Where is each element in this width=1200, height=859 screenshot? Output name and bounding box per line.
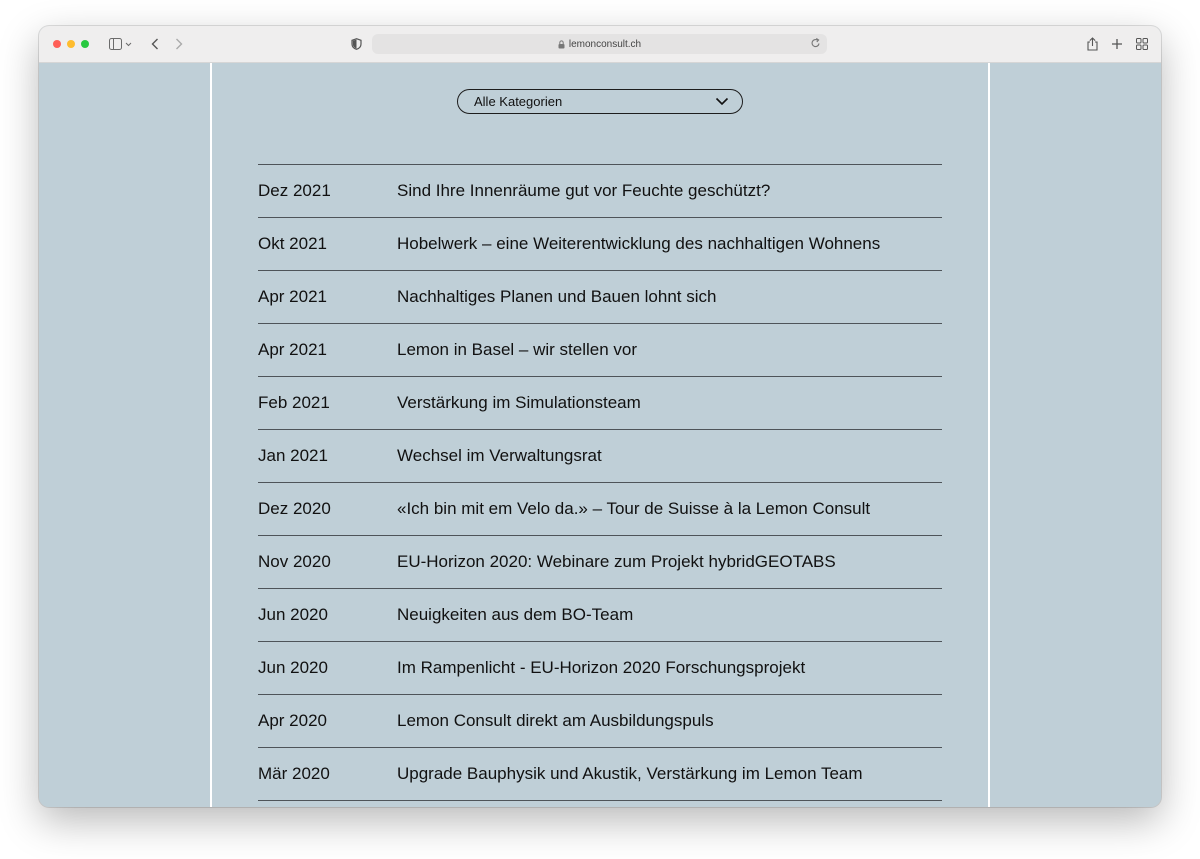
news-list-item[interactable] (258, 641, 942, 694)
page-content (39, 63, 1161, 807)
news-date: Apr 2020 (258, 711, 327, 730)
news-date: Jun 2020 (258, 605, 328, 624)
news-date: Dez 2021 (258, 181, 331, 200)
news-title[interactable]: Im Rampenlicht - EU-Horizon 2020 Forschungsprojekt (397, 658, 806, 677)
news-title[interactable]: «Ich bin mit em Velo da.» – Tour de Suisse à la Lemon Consult (397, 499, 871, 518)
category-filter-dropdown[interactable] (457, 89, 743, 114)
news-title[interactable]: Neuigkeiten aus dem BO-Team (397, 605, 634, 624)
news-date: Nov 2020 (258, 552, 331, 571)
chevron-right-icon[interactable] (173, 34, 185, 54)
news-list-item[interactable] (258, 270, 942, 323)
browser-toolbar (39, 26, 1161, 63)
chevron-down-icon (715, 94, 729, 109)
news-title[interactable]: Lemon in Basel – wir stellen vor (397, 340, 638, 359)
news-title[interactable]: Sind Ihre Innenräume gut vor Feuchte geschützt? (397, 181, 771, 200)
news-list-item[interactable] (258, 482, 942, 535)
minimize-window-button[interactable] (67, 40, 75, 48)
news-title[interactable]: Hobelwerk – eine Weiterentwicklung des nachhaltigen Wohnens (397, 234, 881, 253)
news-date: Okt 2021 (258, 234, 327, 253)
news-title[interactable]: Upgrade Bauphysik und Akustik, Verstärkung im Lemon Team (397, 764, 863, 783)
news-list-item[interactable] (258, 376, 942, 429)
news-list-item[interactable] (258, 323, 942, 376)
plus-icon[interactable] (1110, 34, 1124, 54)
lock-icon (558, 40, 565, 49)
news-title[interactable]: Wechsel im Verwaltungsrat (397, 446, 602, 465)
news-title[interactable]: EU-Horizon 2020: Webinare zum Projekt hybridGEOTABS (397, 552, 836, 571)
news-title[interactable]: Verstärkung im Simulationsteam (397, 393, 641, 412)
chevron-left-icon[interactable] (149, 34, 161, 54)
news-list-item[interactable] (258, 535, 942, 588)
shield-icon[interactable] (349, 34, 363, 54)
news-list-item[interactable] (258, 164, 942, 217)
news-title[interactable]: Nachhaltiges Planen und Bauen lohnt sich (397, 287, 717, 306)
news-date: Jun 2020 (258, 658, 328, 677)
category-filter-label: Alle Kategorien (474, 94, 563, 109)
news-list-item[interactable] (258, 429, 942, 482)
news-date: Dez 2020 (258, 499, 331, 518)
sidebar-icon[interactable] (107, 34, 135, 54)
news-date: Apr 2021 (258, 340, 327, 359)
grid-icon[interactable] (1135, 34, 1149, 54)
news-list-item[interactable] (258, 747, 942, 801)
share-icon[interactable] (1085, 34, 1099, 54)
news-title[interactable]: Lemon Consult direkt am Ausbildungspuls (397, 711, 714, 730)
zoom-window-button[interactable] (81, 40, 89, 48)
news-date: Feb 2021 (258, 393, 330, 412)
news-date: Apr 2021 (258, 287, 327, 306)
news-list-item[interactable] (258, 694, 942, 747)
news-list (258, 164, 942, 801)
news-list-item[interactable] (258, 588, 942, 641)
address-bar[interactable] (372, 34, 827, 54)
content-guide-line-right (988, 63, 990, 807)
browser-window (39, 26, 1161, 807)
news-date: Jan 2021 (258, 446, 328, 465)
news-date: Mär 2020 (258, 764, 330, 783)
close-window-button[interactable] (53, 40, 61, 48)
content-guide-line-left (210, 63, 212, 807)
reload-icon[interactable] (810, 37, 821, 52)
news-list-item[interactable] (258, 217, 942, 270)
url-text: lemonconsult.ch (568, 38, 642, 50)
